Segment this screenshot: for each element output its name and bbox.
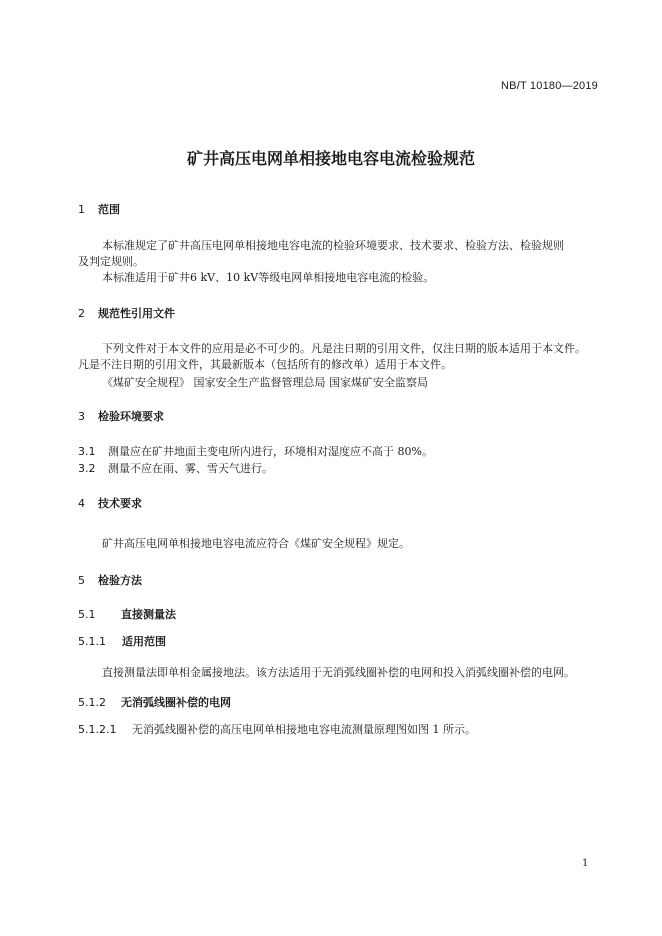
- section-number: 5.1.2: [78, 696, 106, 709]
- section-4-heading: [78, 495, 142, 511]
- subsection-5-1-1-heading: [78, 633, 166, 649]
- clause-item: [78, 443, 433, 459]
- clause-item: [78, 721, 476, 737]
- standard-code: NB/T 10180—2019: [501, 80, 598, 92]
- section-number: 2: [78, 307, 85, 320]
- clause-number: 3.2: [78, 462, 96, 475]
- section-number: 5.1.1: [78, 635, 106, 648]
- clause-number: 5.1.2.1: [78, 723, 117, 736]
- clause-text: 测量不应在雨、雾、雪天气进行。: [108, 462, 273, 475]
- subsection-5-1-heading: [78, 606, 176, 622]
- document-title: 矿井高压电网单相接地电容电流检验规范: [186, 149, 475, 168]
- section-number: 3: [78, 410, 85, 423]
- section-title: 直接测量法: [121, 608, 176, 621]
- section-title: 适用范围: [122, 635, 166, 648]
- clause-number: 3.1: [78, 445, 96, 458]
- section-number: 4: [78, 497, 85, 510]
- clause-text: 测量应在矿井地面主变电所内进行，环境相对湿度应不高于 80%。: [108, 445, 433, 458]
- clause-item: [78, 460, 273, 476]
- section-number: 5.1: [78, 608, 96, 621]
- section-title: 无消弧线圈补偿的电网: [121, 696, 231, 709]
- paragraph: 本标准规定了矿井高压电网单相接地电容电流的检验环境要求、技术要求、检验方法、检验规则: [102, 239, 564, 252]
- section-title: 范围: [98, 203, 120, 216]
- clause-text: 无消弧线圈补偿的高压电网单相接地电容电流测量原理图如图 1 所示。: [132, 723, 476, 736]
- paragraph: 矿井高压电网单相接地电容电流应符合《煤矿安全规程》规定。: [102, 537, 410, 550]
- section-title: 规范性引用文件: [98, 307, 175, 320]
- paragraph: 下列文件对于本文件的应用是必不可少的。凡是注日期的引用文件，仅注日期的版本适用于本文件。: [102, 342, 586, 355]
- section-number: 1: [78, 203, 85, 216]
- paragraph: 本标准适用于矿井6 kV、10 kV等级电网单相接地电容电流的检验。: [102, 271, 435, 284]
- paragraph-continuation: 凡是不注日期的引用文件，其最新版本（包括所有的修改单）适用于本文件。: [78, 358, 452, 371]
- normative-reference: 《煤矿安全规程》 国家安全生产监督管理总局 国家煤矿安全监察局: [102, 376, 428, 389]
- section-2-heading: [78, 305, 175, 321]
- paragraph-continuation: 及判定规则。: [78, 255, 144, 268]
- subsection-5-1-2-heading: [78, 694, 231, 710]
- page-number: 1: [582, 858, 589, 869]
- section-5-heading: [78, 572, 142, 588]
- section-number: 5: [78, 574, 85, 587]
- paragraph: 直接测量法即单相金属接地法。该方法适用于无消弧线圈补偿的电网和投入消弧线圈补偿的电网。: [102, 666, 575, 679]
- section-title: 技术要求: [98, 497, 142, 510]
- section-title: 检验方法: [98, 574, 142, 587]
- section-title: 检验环境要求: [98, 410, 164, 423]
- section-3-heading: [78, 408, 164, 424]
- section-1-heading: [78, 201, 120, 217]
